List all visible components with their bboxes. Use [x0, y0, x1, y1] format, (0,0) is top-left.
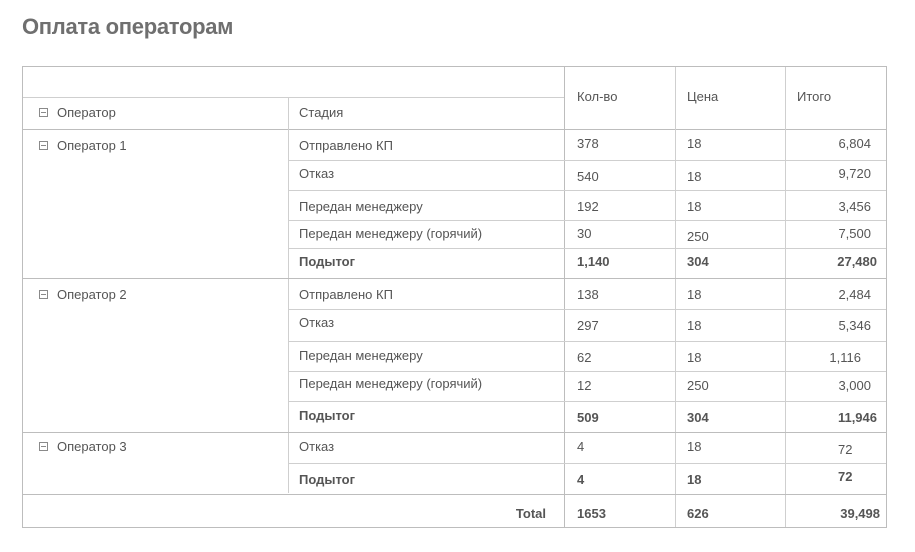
operator-3-name: Оператор 3	[57, 439, 127, 454]
price-cell: 18	[687, 199, 702, 214]
total-cell: 3,000	[838, 378, 871, 393]
page-title: Оплата операторам	[22, 14, 234, 39]
qty-cell: 192	[577, 199, 599, 214]
header-operator[interactable]: Оператор	[57, 105, 116, 120]
grand-total-price: 626	[687, 506, 709, 521]
grand-total-qty: 1653	[577, 506, 606, 521]
price-cell: 18	[687, 287, 702, 302]
stage-cell: Передан менеджеру (горячий)	[299, 376, 483, 391]
total-cell: 6,804	[838, 136, 871, 151]
stage-cell: Отказ	[299, 439, 335, 454]
subtotal-price: 304	[687, 410, 709, 425]
subtotal-qty: 509	[577, 410, 599, 425]
stage-cell: Передан менеджеру	[299, 348, 423, 363]
grand-total-label: Total	[515, 506, 546, 521]
subtotal-label: Подытог	[299, 408, 356, 423]
qty-cell: 4	[577, 439, 585, 454]
qty-cell: 138	[577, 287, 599, 302]
price-cell: 250	[687, 378, 709, 393]
subtotal-qty: 1,140	[577, 254, 610, 269]
operator-1-name: Оператор 1	[57, 138, 127, 153]
subtotal-label: Подытог	[299, 254, 356, 269]
qty-cell: 540	[577, 169, 599, 184]
total-cell: 5,346	[838, 318, 871, 333]
qty-cell: 62	[577, 350, 592, 365]
total-cell: 9,720	[838, 166, 871, 181]
price-cell: 18	[687, 439, 702, 454]
price-cell: 18	[687, 350, 702, 365]
total-cell: 7,500	[838, 226, 871, 241]
price-cell: 18	[687, 136, 702, 151]
total-cell: 1,116	[829, 350, 861, 365]
operator-2-name: Оператор 2	[57, 287, 127, 302]
subtotal-price: 18	[687, 472, 702, 487]
subtotal-total: 72	[838, 469, 853, 484]
subtotal-qty: 4	[577, 472, 585, 487]
header-total[interactable]: Итого	[797, 89, 832, 104]
price-cell: 18	[687, 169, 702, 184]
collapse-operator-1-icon[interactable]	[39, 141, 48, 150]
total-cell: 2,484	[838, 287, 871, 302]
qty-cell: 30	[577, 226, 592, 241]
total-cell: 3,456	[838, 199, 871, 214]
stage-cell: Отказ	[299, 166, 335, 181]
header-stage[interactable]: Стадия	[299, 105, 344, 120]
subtotal-total: 11,946	[837, 410, 877, 425]
qty-cell: 378	[577, 136, 599, 151]
subtotal-total: 27,480	[837, 254, 877, 269]
collapse-operator-2-icon[interactable]	[39, 290, 48, 299]
stage-cell: Передан менеджеру (горячий)	[299, 226, 483, 241]
header-price[interactable]: Цена	[687, 89, 719, 104]
qty-cell: 297	[577, 318, 599, 333]
stage-cell: Отправлено КП	[299, 287, 393, 302]
header-qty[interactable]: Кол-во	[577, 89, 618, 104]
price-cell: 18	[687, 318, 702, 333]
subtotal-price: 304	[687, 254, 709, 269]
collapse-operator-3-icon[interactable]	[39, 442, 48, 451]
pivot-table	[22, 66, 887, 528]
stage-cell: Отправлено КП	[299, 138, 393, 153]
grand-total-total: 39,498	[840, 506, 880, 521]
qty-cell: 12	[577, 378, 592, 393]
total-cell: 72	[838, 442, 853, 457]
stage-cell: Отказ	[299, 315, 335, 330]
subtotal-label: Подытог	[299, 472, 356, 487]
price-cell: 250	[687, 229, 709, 244]
collapse-all-toggle-icon[interactable]	[39, 108, 48, 117]
stage-cell: Передан менеджеру	[299, 199, 423, 214]
